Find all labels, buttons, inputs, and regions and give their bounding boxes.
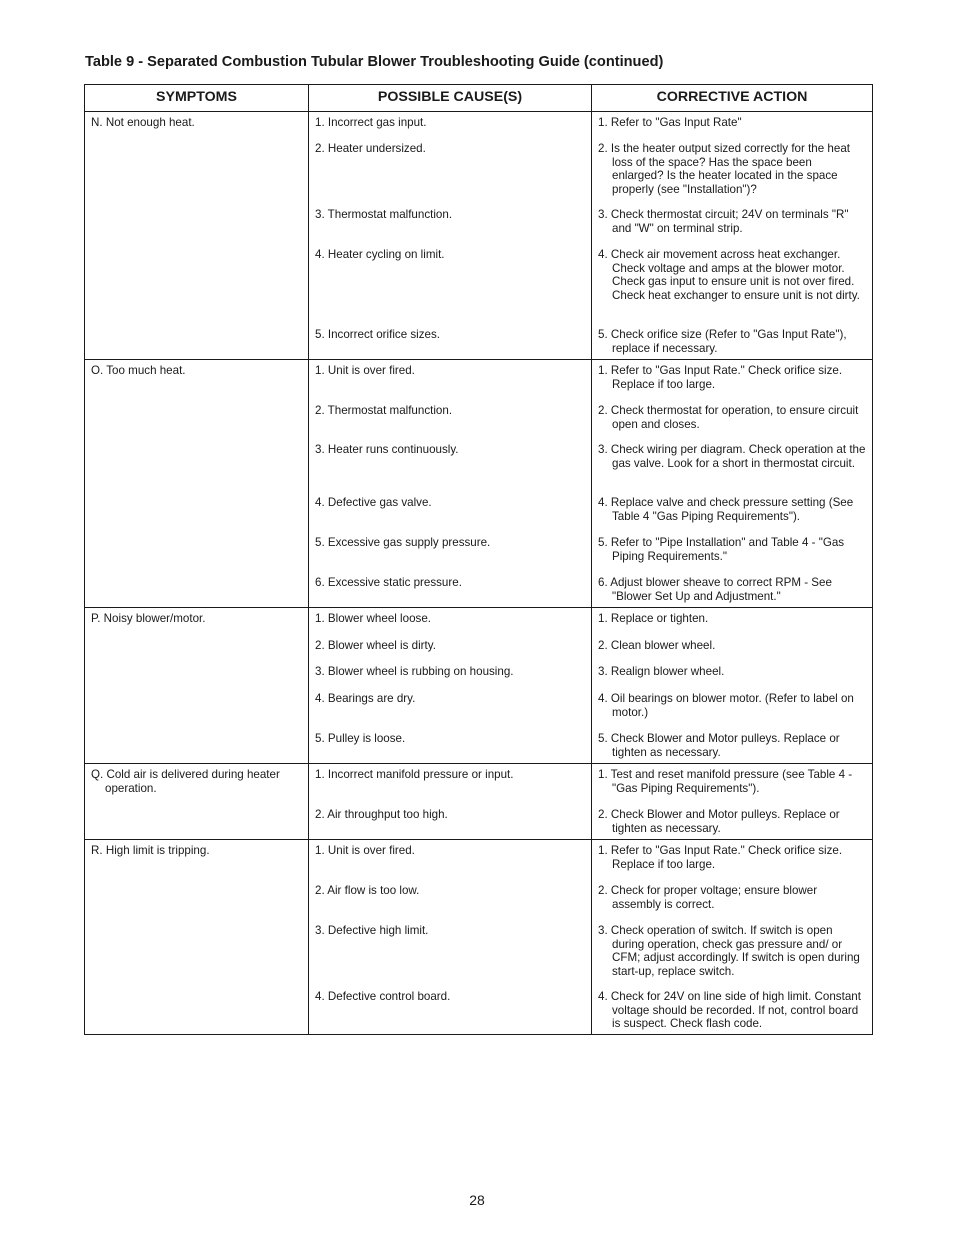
action-item: 4. Check air movement across heat exchanger. Check voltage and amps at the blower motor. Check gas input to ensure unit is not over fired. Check heat exchanger to ensure unit is not dirty. xyxy=(598,248,860,302)
action-item: 3. Realign blower wheel. xyxy=(598,665,725,678)
symptom-cell xyxy=(85,764,309,840)
actions-cell xyxy=(592,840,873,1035)
action-item: 1. Refer to "Gas Input Rate." Check orifice size. Replace if too large. xyxy=(598,364,843,391)
header-corrective-action: CORRECTIVE ACTION xyxy=(592,85,873,112)
symptom-text: O. Too much heat. xyxy=(91,364,186,377)
symptom-text: P. Noisy blower/motor. xyxy=(91,612,206,625)
cause-item: 1. Blower wheel loose. xyxy=(315,612,431,625)
cause-item: 5. Excessive gas supply pressure. xyxy=(315,536,491,549)
cause-item: 3. Blower wheel is rubbing on housing. xyxy=(315,665,514,678)
table-row xyxy=(85,360,873,608)
action-item: 4. Oil bearings on blower motor. (Refer to label on motor.) xyxy=(598,692,854,719)
cause-item: 3. Heater runs continuously. xyxy=(315,443,459,456)
action-item: 5. Check Blower and Motor pulleys. Replace or tighten as necessary. xyxy=(598,732,840,759)
symptom-cell xyxy=(85,608,309,764)
causes-cell xyxy=(309,112,592,360)
action-item: 5. Refer to "Pipe Installation" and Table 4 - "Gas Piping Requirements." xyxy=(598,536,845,563)
causes-cell xyxy=(309,608,592,764)
action-item: 1. Replace or tighten. xyxy=(598,612,709,625)
cause-item: 6. Excessive static pressure. xyxy=(315,576,462,589)
table-row xyxy=(85,840,873,1035)
cause-item: 3. Defective high limit. xyxy=(315,924,429,937)
action-item: 2. Check thermostat for operation, to ensure circuit open and closes. xyxy=(598,404,859,431)
header-possible-causes: POSSIBLE CAUSE(S) xyxy=(309,85,592,112)
actions-cell xyxy=(592,112,873,360)
causes-cell xyxy=(309,840,592,1035)
symptom-cell xyxy=(85,360,309,608)
action-item: 2. Is the heater output sized correctly for the heat loss of the space? Has the space been enlarged? Is the heater located in the space properly (see "Installation")? xyxy=(598,142,850,196)
action-item: 5. Check orifice size (Refer to "Gas Input Rate"), replace if necessary. xyxy=(598,328,847,355)
action-item: 2. Clean blower wheel. xyxy=(598,639,716,652)
action-item: 1. Refer to "Gas Input Rate." Check orifice size. Replace if too large. xyxy=(598,844,843,871)
symptom-cell xyxy=(85,840,309,1035)
cause-item: 5. Pulley is loose. xyxy=(315,732,406,745)
cause-item: 4. Bearings are dry. xyxy=(315,692,416,705)
table-row xyxy=(85,608,873,764)
cause-item: 3. Thermostat malfunction. xyxy=(315,208,453,221)
cause-item: 4. Defective control board. xyxy=(315,990,451,1003)
cause-item: 1. Unit is over fired. xyxy=(315,844,415,857)
causes-cell xyxy=(309,360,592,608)
cause-item: 1. Unit is over fired. xyxy=(315,364,415,377)
cause-item: 2. Blower wheel is dirty. xyxy=(315,639,436,652)
cause-item: 5. Incorrect orifice sizes. xyxy=(315,328,440,341)
symptom-text: R. High limit is tripping. xyxy=(91,844,210,857)
action-item: 2. Check Blower and Motor pulleys. Replace or tighten as necessary. xyxy=(598,808,840,835)
table-body xyxy=(85,112,873,1035)
page-number: 28 xyxy=(469,1192,485,1208)
header-symptoms: SYMPTOMS xyxy=(85,85,309,112)
action-item: 3. Check operation of switch. If switch is open during operation, check gas pressure and/ or CFM; adjust accordingly. If switch is open during start-up, replace switch. xyxy=(598,924,860,978)
causes-cell xyxy=(309,764,592,840)
symptom-text: N. Not enough heat. xyxy=(91,116,195,129)
cause-item: 4. Defective gas valve. xyxy=(315,496,432,509)
action-item: 3. Check wiring per diagram. Check operation at the gas valve. Look for a short in thermostat circuit. xyxy=(598,443,866,470)
cause-item: 2. Air throughput too high. xyxy=(315,808,448,821)
action-item: 4. Check for 24V on line side of high limit. Constant voltage should be recorded. If not, control board is suspect. Check flash code. xyxy=(598,990,861,1030)
troubleshooting-table xyxy=(84,84,873,1035)
cause-item: 2. Heater undersized. xyxy=(315,142,426,155)
cause-item: 1. Incorrect gas input. xyxy=(315,116,427,129)
action-item: 3. Check thermostat circuit; 24V on terminals "R" and "W" on terminal strip. xyxy=(598,208,849,235)
cause-item: 1. Incorrect manifold pressure or input. xyxy=(315,768,514,781)
table-title: Table 9 - Separated Combustion Tubular Blower Troubleshooting Guide (continued) xyxy=(85,54,664,70)
action-item: 1. Refer to "Gas Input Rate" xyxy=(598,116,742,129)
action-item: 1. Test and reset manifold pressure (see Table 4 - "Gas Piping Requirements"). xyxy=(598,768,853,795)
actions-cell xyxy=(592,764,873,840)
actions-cell xyxy=(592,360,873,608)
symptom-text: Q. Cold air is delivered during heater operation. xyxy=(91,768,280,795)
table-row xyxy=(85,764,873,840)
symptom-cell xyxy=(85,112,309,360)
action-item: 6. Adjust blower sheave to correct RPM - See "Blower Set Up and Adjustment." xyxy=(598,576,832,603)
action-item: 2. Check for proper voltage; ensure blower assembly is correct. xyxy=(598,884,818,911)
action-item: 4. Replace valve and check pressure setting (See Table 4 "Gas Piping Requirements"). xyxy=(598,496,854,523)
table-header-row xyxy=(85,85,873,112)
cause-item: 4. Heater cycling on limit. xyxy=(315,248,445,261)
cause-item: 2. Thermostat malfunction. xyxy=(315,404,453,417)
cause-item: 2. Air flow is too low. xyxy=(315,884,420,897)
table-row xyxy=(85,112,873,360)
actions-cell xyxy=(592,608,873,764)
